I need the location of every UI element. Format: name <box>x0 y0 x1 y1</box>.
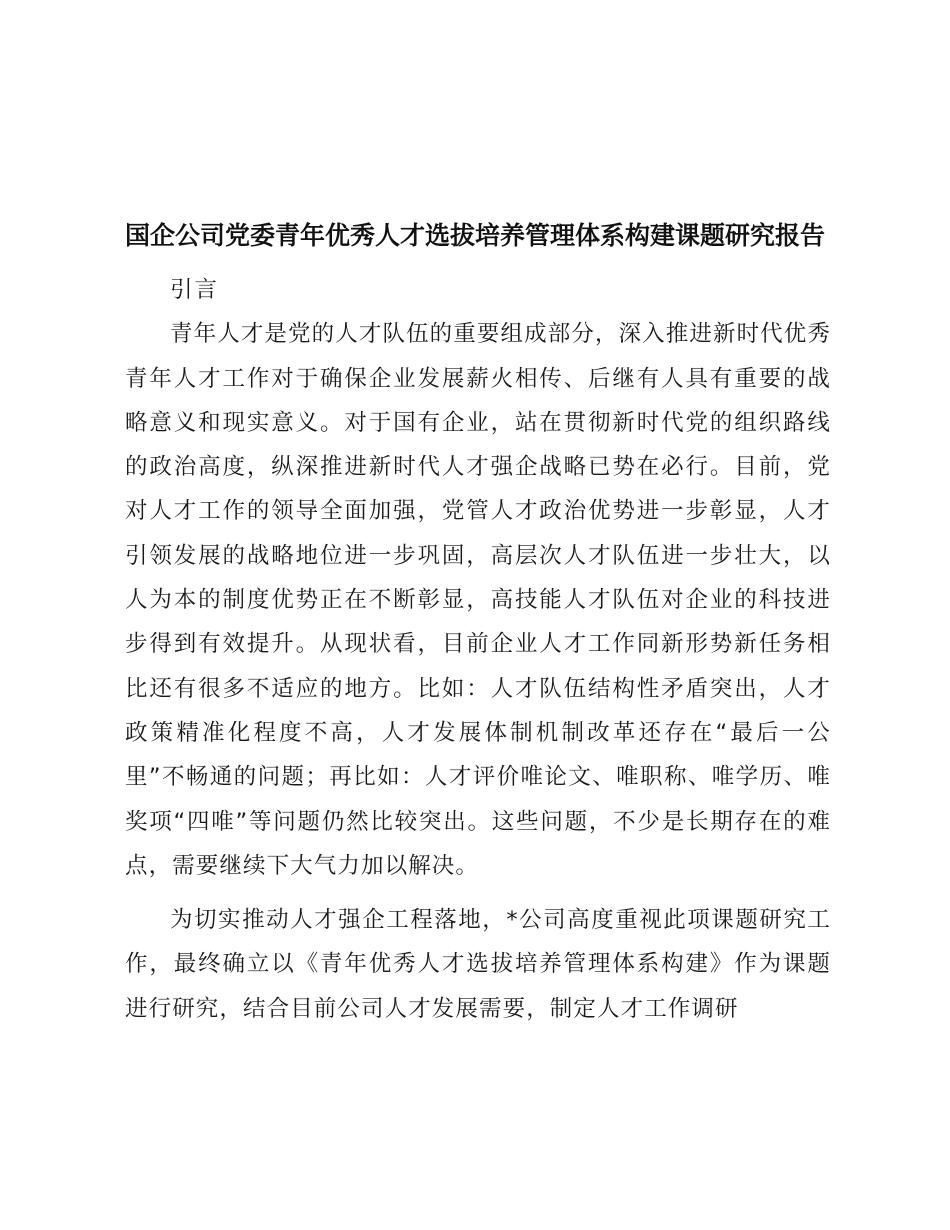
body-paragraph: 青年人才是党的人才队伍的重要组成部分，深入推进新时代优秀青年人才工作对于确保企业发展薪火相传、后继有人具有重要的战略意义和现实意义。对于国有企业，站在贯彻新时代党的组织路线的政治高度，纵深推进新时代人才强企战略已势在必行。目前，党对人才工作的领导全面加强，党管人才政治优势进一步彰显，人才引领发展的战略地位进一步巩固，高层次人才队伍进一步壮大，以人为本的制度优势正在不断彰显，高技能人才队伍对企业的科技进步得到有效提升。从现状看，目前企业人才工作同新形势新任务相比还有很多不适应的地方。比如：人才队伍结构性矛盾突出，人才政策精准化程度不高，人才发展体制机制改革还存在“最后一公里”不畅通的问题；再比如：人才评价唯论文、唯职称、唯学历、唯奖项“四唯”等问题仍然比较突出。这些问题，不少是长期存在的难点，需要继续下大气力加以解决。 <box>125 321 831 879</box>
document-title: 国企公司党委青年优秀人才选拔培养管理体系构建课题研究报告 <box>124 221 825 250</box>
body-paragraph: 为切实推动人才强企工程落地，*公司高度重视此项课题研究工作，最终确立以《青年优秀人才选拔培养管理体系构建》作为课题进行研究，结合目前公司人才发展需要，制定人才工作调研 <box>125 907 831 1022</box>
section-heading: 引言 <box>170 277 220 303</box>
document-body <box>125 268 831 1031</box>
